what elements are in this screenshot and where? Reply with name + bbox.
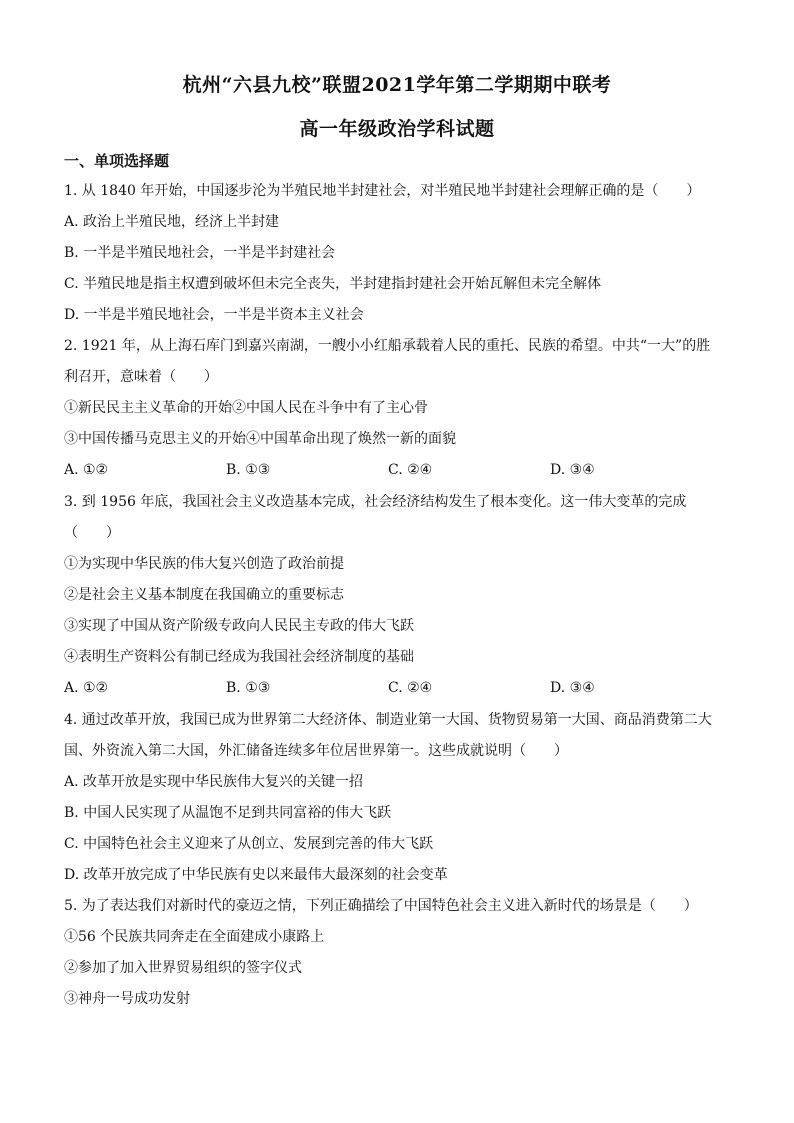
statement: ③神舟一号成功发射 [64, 991, 190, 1007]
statement: ③中国传播马克思主义的开始④中国革命出现了焕然一新的面貌 [64, 431, 456, 447]
statement: ④表明生产资料公有制已经成为我国社会经济制度的基础 [64, 649, 414, 665]
option-c: C. 中国特色社会主义迎来了从创立、发展到完善的伟大飞跃 [64, 836, 434, 852]
question-1 [64, 176, 734, 331]
option-a: A. ①② [64, 680, 109, 696]
statement: ①新民民主主义革命的开始②中国人民在斗争中有了主心骨 [64, 400, 428, 416]
question-2 [64, 331, 734, 486]
question-4 [64, 705, 734, 891]
option-a: A. 政治上半殖民地，经济上半封建 [64, 214, 280, 230]
question-stem: 1. 从 1840 年开始，中国逐步沦为半殖民地半封建社会，对半殖民地半封建社会理解正确的是（ ） [64, 183, 701, 199]
statement: ①56 个民族共同奔走在全面建成小康路上 [64, 929, 325, 945]
question-stem: 4. 通过改革开放，我国已成为世界第二大经济体、制造业第一大国、货物贸易第一大国、商品消费第二大 [64, 712, 712, 728]
exam-subtitle: 高一年级政治学科试题 [299, 118, 495, 140]
question-stem-cont: 利召开，意味着（ ） [64, 369, 218, 385]
option-c: C. ②④ [388, 680, 433, 696]
option-d: D. 改革开放完成了中华民族有史以来最伟大最深刻的社会变革 [64, 867, 448, 883]
question-stem-cont: 国、外资流入第二大国，外汇储备连续多年位居世界第一。这些成就说明（ ） [64, 743, 568, 759]
question-stem: 3. 到 1956 年底，我国社会主义改造基本完成，社会经济结构发生了根本变化。这一伟大变革的完成 [64, 494, 687, 510]
option-a: A. ①② [64, 462, 109, 478]
option-a: A. 改革开放是实现中华民族伟大复兴的关键一招 [64, 774, 364, 790]
option-d: D. ③④ [550, 462, 595, 478]
option-c: C. 半殖民地是指主权遭到破坏但未完全丧失，半封建指封建社会开始瓦解但未完全解体 [64, 276, 602, 292]
option-d: D. 一半是半殖民地社会，一半是半资本主义社会 [64, 307, 364, 323]
option-b: B. ①③ [226, 680, 271, 696]
section-heading: 一、单项选择题 [64, 152, 170, 170]
option-b: B. 一半是半殖民地社会，一半是半封建社会 [64, 245, 336, 261]
statement: ③实现了中国从资产阶级专政向人民民主专政的伟大飞跃 [64, 618, 414, 634]
question-stem: 2. 1921 年，从上海石库门到嘉兴南湖，一艘小小红船承载着人民的重托、民族的希望。中共“一大”的胜 [64, 338, 711, 354]
statement: ②是社会主义基本制度在我国确立的重要标志 [64, 587, 344, 603]
option-c: C. ②④ [388, 462, 433, 478]
question-5 [64, 891, 734, 1015]
statement: ②参加了加入世界贸易组织的签字仪式 [64, 960, 302, 976]
option-d: D. ③④ [550, 680, 595, 696]
question-stem-cont: （ ） [64, 525, 120, 541]
option-b: B. ①③ [226, 462, 271, 478]
question-stem: 5. 为了表达我们对新时代的豪迈之情，下列正确描绘了中国特色社会主义进入新时代的场景是（ ） [64, 898, 698, 914]
question-3 [64, 487, 734, 704]
statement: ①为实现中华民族的伟大复兴创造了政治前提 [64, 556, 344, 572]
option-b: B. 中国人民实现了从温饱不足到共同富裕的伟大飞跃 [64, 805, 392, 821]
options-row [64, 673, 734, 704]
exam-title: 杭州“六县九校”联盟2021学年第二学期期中联考 [182, 74, 612, 96]
options-row [64, 455, 734, 486]
